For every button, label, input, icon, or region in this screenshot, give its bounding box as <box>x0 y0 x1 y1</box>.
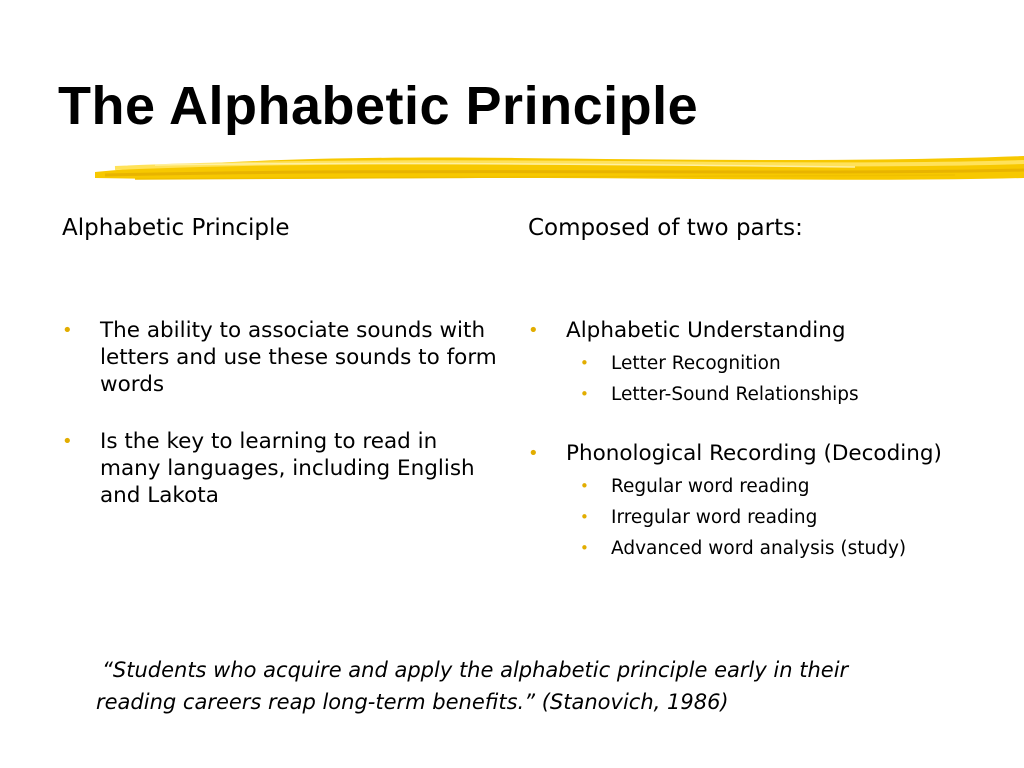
bullet-icon: • <box>528 320 539 341</box>
right-bullet-list <box>528 317 998 564</box>
list-item <box>528 317 998 410</box>
list-item-text: Alphabetic Understanding <box>566 318 846 343</box>
sub-list-item-text: Advanced word analysis (study) <box>611 538 907 559</box>
sub-list-item-text: Letter-Sound Relationships <box>611 384 859 405</box>
sub-list-item <box>566 533 998 564</box>
sub-list-item-text: Letter Recognition <box>611 353 781 374</box>
bullet-icon: • <box>580 539 589 557</box>
quote-line-1: “Students who acquire and apply the alphabetic principle early in their <box>102 658 849 682</box>
sub-list-item-text: Regular word reading <box>611 476 810 497</box>
sub-list-item-text: Irregular word reading <box>611 507 818 528</box>
left-bullet-list <box>62 317 502 509</box>
bullet-icon: • <box>580 354 589 372</box>
list-item-text: Is the key to learning to read in many languages, including English and Lakota <box>100 429 475 508</box>
bullet-icon: • <box>62 320 73 341</box>
title-underline-brushstroke <box>95 148 1024 188</box>
sub-list-item <box>566 502 998 533</box>
bullet-icon: • <box>528 443 539 464</box>
list-item-text: Phonological Recording (Decoding) <box>566 441 942 466</box>
list-item <box>528 440 998 564</box>
sub-list-item <box>566 471 998 502</box>
bullet-icon: • <box>580 477 589 495</box>
bullet-icon: • <box>580 385 589 403</box>
right-column-heading: Composed of two parts: <box>528 215 803 241</box>
list-item <box>62 317 502 398</box>
sub-list-item <box>566 348 998 379</box>
sub-list-item <box>566 379 998 410</box>
left-column-heading: Alphabetic Principle <box>62 215 290 241</box>
sub-list <box>566 471 998 564</box>
bullet-icon: • <box>62 431 73 452</box>
quote-line-2: reading careers reap long-term benefits.” (Stanovich, 1986) <box>96 690 729 714</box>
list-item-text: The ability to associate sounds with letters and use these sounds to form words <box>100 318 497 397</box>
list-item <box>62 428 502 509</box>
slide-title: The Alphabetic Principle <box>58 76 699 136</box>
sub-list <box>566 348 998 410</box>
bullet-icon: • <box>580 508 589 526</box>
citation-quote <box>96 654 926 718</box>
